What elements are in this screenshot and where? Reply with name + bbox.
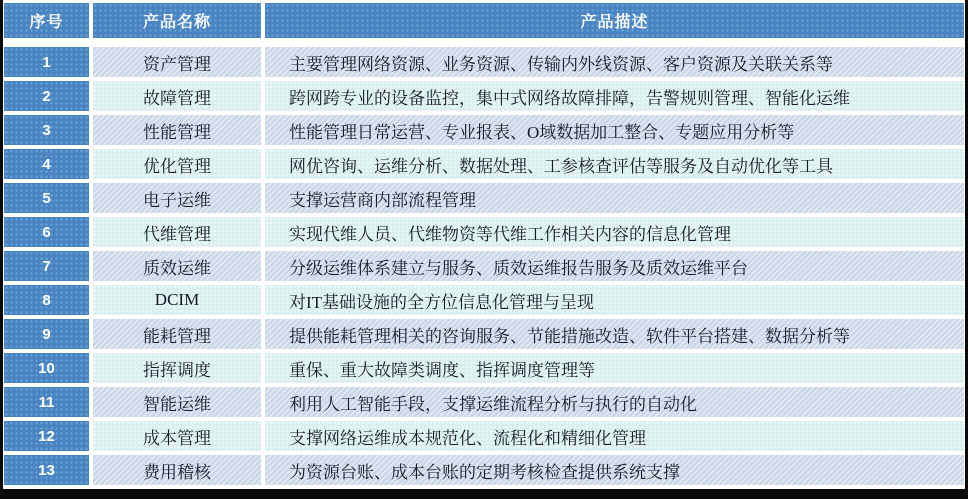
index-cell xyxy=(4,387,89,417)
product-name: 成本管理 xyxy=(143,428,211,448)
product-name: 指挥调度 xyxy=(143,360,211,380)
table-row xyxy=(4,217,964,247)
product-name: 能耗管理 xyxy=(143,326,211,346)
product-name-cell xyxy=(93,353,261,383)
row-index: 13 xyxy=(38,461,55,479)
row-index: 5 xyxy=(42,189,51,207)
table-header-row xyxy=(4,3,964,38)
header-label-desc: 产品描述 xyxy=(580,14,649,31)
product-desc: 为资源台账、成本台账的定期考核检查提供系统支撑 xyxy=(289,462,680,482)
product-desc-cell xyxy=(265,183,964,213)
index-cell xyxy=(4,251,89,281)
row-index: 4 xyxy=(42,155,51,173)
product-name: 电子运维 xyxy=(143,190,211,210)
product-desc-cell xyxy=(265,353,964,383)
index-cell xyxy=(4,455,89,485)
product-desc: 跨网跨专业的设备监控，集中式网络故障排障，告警规则管理、智能化运维 xyxy=(289,88,850,108)
row-index: 6 xyxy=(42,223,51,241)
product-name-cell xyxy=(93,421,261,451)
product-name: DCIM xyxy=(154,290,200,309)
index-cell xyxy=(4,115,89,145)
table-row xyxy=(4,115,964,145)
header-label-index: 序号 xyxy=(29,14,64,31)
product-desc: 主要管理网络资源、业务资源、传输内外线资源、客户资源及关联关系等 xyxy=(289,54,833,74)
header-cell-index xyxy=(4,3,89,38)
product-desc-cell xyxy=(265,387,964,417)
index-cell xyxy=(4,421,89,451)
product-name-cell xyxy=(93,251,261,281)
table-row xyxy=(4,353,964,383)
table-row xyxy=(4,387,964,417)
product-desc: 提供能耗管理相关的咨询服务、节能措施改造、软件平台搭建、数据分析等 xyxy=(289,326,850,346)
product-desc: 支撑运营商内部流程管理 xyxy=(289,190,476,210)
index-cell xyxy=(4,149,89,179)
product-desc-cell xyxy=(265,251,964,281)
product-desc: 分级运维体系建立与服务、质效运维报告服务及质效运维平台 xyxy=(289,258,748,278)
product-name-cell xyxy=(93,285,261,315)
product-name: 性能管理 xyxy=(143,122,211,142)
product-name-cell xyxy=(93,319,261,349)
product-name-cell xyxy=(93,387,261,417)
table-row xyxy=(4,149,964,179)
table-row xyxy=(4,47,964,77)
product-desc: 实现代维人员、代维物资等代维工作相关内容的信息化管理 xyxy=(289,224,731,244)
index-cell xyxy=(4,47,89,77)
product-name-cell xyxy=(93,217,261,247)
product-name-cell xyxy=(93,115,261,145)
product-desc-cell xyxy=(265,455,964,485)
table-row xyxy=(4,319,964,349)
row-index: 10 xyxy=(38,359,55,377)
product-name: 资产管理 xyxy=(143,54,211,74)
index-cell xyxy=(4,81,89,111)
index-cell xyxy=(4,353,89,383)
header-label-name: 产品名称 xyxy=(142,14,211,31)
row-index: 9 xyxy=(42,325,51,343)
row-index: 12 xyxy=(38,427,55,445)
row-index: 1 xyxy=(42,53,51,71)
product-name: 费用稽核 xyxy=(143,462,211,482)
product-desc-cell xyxy=(265,421,964,451)
product-desc-cell xyxy=(265,319,964,349)
index-cell xyxy=(4,217,89,247)
product-desc: 支撑网络运维成本规范化、流程化和精细化管理 xyxy=(289,428,646,448)
product-desc: 重保、重大故障类调度、指挥调度管理等 xyxy=(289,360,595,380)
product-desc-cell xyxy=(265,81,964,111)
product-desc-cell xyxy=(265,285,964,315)
row-index: 7 xyxy=(42,257,51,275)
product-desc-cell xyxy=(265,47,964,77)
product-name: 质效运维 xyxy=(143,258,211,278)
product-desc: 网优咨询、运维分析、数据处理、工参核查评估等服务及自动优化等工具 xyxy=(289,156,833,176)
product-name-cell xyxy=(93,47,261,77)
table-row xyxy=(4,251,964,281)
index-cell xyxy=(4,285,89,315)
product-desc: 对IT基础设施的全方位信息化管理与呈现 xyxy=(289,292,595,312)
product-name: 优化管理 xyxy=(143,156,211,176)
table-row xyxy=(4,421,964,451)
table-row xyxy=(4,81,964,111)
row-index: 8 xyxy=(42,291,51,309)
table-row xyxy=(4,455,964,485)
row-index: 2 xyxy=(42,87,51,105)
table-body xyxy=(4,47,964,485)
row-index: 11 xyxy=(38,393,55,411)
product-desc-cell xyxy=(265,149,964,179)
product-name: 代维管理 xyxy=(143,224,211,244)
table-row xyxy=(4,285,964,315)
product-name: 智能运维 xyxy=(143,394,211,414)
product-desc: 性能管理日常运营、专业报表、O域数据加工整合、专题应用分析等 xyxy=(289,122,795,142)
product-name: 故障管理 xyxy=(143,88,211,108)
product-name-cell xyxy=(93,81,261,111)
index-cell xyxy=(4,319,89,349)
product-name-cell xyxy=(93,455,261,485)
row-index: 3 xyxy=(42,121,51,139)
product-desc: 利用人工智能手段，支撑运维流程分析与执行的自动化 xyxy=(289,394,697,414)
product-desc-cell xyxy=(265,217,964,247)
product-desc-cell xyxy=(265,115,964,145)
product-name-cell xyxy=(93,149,261,179)
table-row xyxy=(4,183,964,213)
header-cell-desc xyxy=(265,3,964,38)
header-cell-name xyxy=(93,3,261,38)
product-name-cell xyxy=(93,183,261,213)
index-cell xyxy=(4,183,89,213)
